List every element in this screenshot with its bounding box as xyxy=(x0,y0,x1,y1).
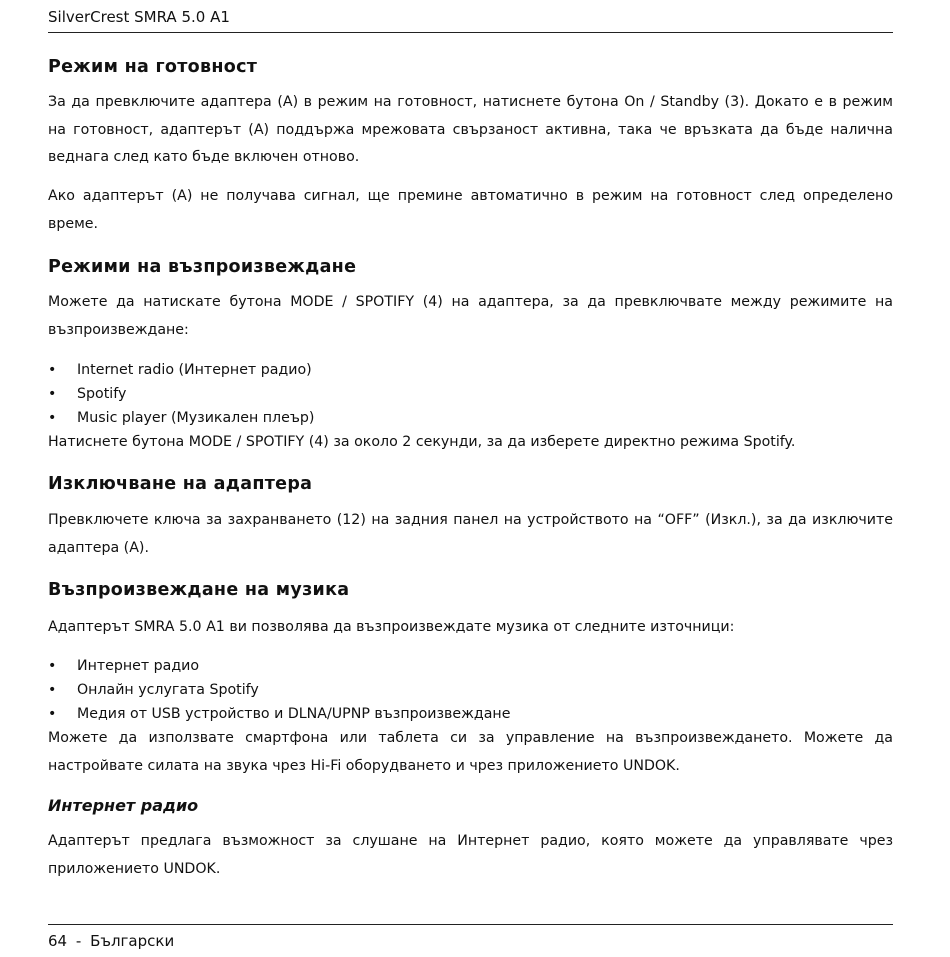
paragraph-music-playback-note: Можете да използвате смартфона или таблета си за управление на възпроизвеждането. Можете да настройвате силата на звука чрез Hi-Fi оборудването и чрез приложението UNDOK. xyxy=(48,730,893,774)
list-item-text: Интернет радио xyxy=(77,658,200,674)
list-item xyxy=(48,358,314,382)
list-item xyxy=(48,702,510,726)
list-item-text: Internet radio (Интернет радио) xyxy=(77,362,312,378)
paragraph-power-off: Превключете ключа за захранването (12) на задния панел на устройството на “OFF” (Изкл.), за да изключите адаптера (A). xyxy=(48,512,893,556)
paragraph-internet-radio: Адаптерът предлага възможност за слушане на Интернет радио, която можете да управлявате чрез приложението UNDOK. xyxy=(48,833,893,877)
list-item xyxy=(48,654,510,678)
list-music-sources xyxy=(48,654,510,726)
list-playback-modes xyxy=(48,358,314,430)
page-footer xyxy=(48,931,174,951)
section-heading-playback-modes: Режими на възпроизвеждане xyxy=(48,257,357,277)
bullet-icon: • xyxy=(48,658,57,674)
list-item-text: Spotify xyxy=(77,386,127,402)
list-item-text: Медия от USB устройство и DLNA/UPNP възпроизвеждане xyxy=(77,706,511,722)
header-divider xyxy=(48,32,893,33)
paragraph-standby-1: За да превключите адаптера (A) в режим на готовност, натиснете бутона On / Standby (3). Докато е в режим на готовност, адаптерът (A) поддържа мрежовата свързаност активна, така че връзката да бъде налична веднага след като бъде включен отново. xyxy=(48,94,893,165)
footer-separator: - xyxy=(75,932,82,950)
bullet-icon: • xyxy=(48,682,57,698)
section-heading-power-off: Изключване на адаптера xyxy=(48,474,313,494)
list-item xyxy=(48,678,510,702)
footer-language: Български xyxy=(90,932,175,950)
section-heading-music-playback: Възпроизвеждане на музика xyxy=(48,580,350,600)
paragraph-music-playback-intro: Адаптерът SMRA 5.0 A1 ви позволява да възпроизвеждате музика от следните източници: xyxy=(48,619,735,635)
paragraph-playback-modes-note: Натиснете бутона MODE / SPOTIFY (4) за около 2 секунди, за да изберете директно режима Spotify. xyxy=(48,434,796,450)
bullet-icon: • xyxy=(48,706,57,722)
bullet-icon: • xyxy=(48,386,57,402)
subsection-heading-internet-radio: Интернет радио xyxy=(48,796,199,815)
paragraph-playback-modes-intro: Можете да натискате бутона MODE / SPOTIFY (4) на адаптера, за да превключвате между режимите на възпроизвеждане: xyxy=(48,294,893,338)
bullet-icon: • xyxy=(48,362,57,378)
section-heading-standby: Режим на готовност xyxy=(48,57,258,77)
document-page xyxy=(48,0,893,957)
list-item-text: Music player (Музикален плеър) xyxy=(77,410,315,426)
footer-divider xyxy=(48,924,893,925)
list-item xyxy=(48,382,314,406)
page-header: SilverCrest SMRA 5.0 A1 xyxy=(48,8,230,26)
paragraph-standby-2: Ако адаптерът (A) не получава сигнал, ще премине автоматично в режим на готовност след определено време. xyxy=(48,188,893,232)
bullet-icon: • xyxy=(48,410,57,426)
list-item xyxy=(48,406,314,430)
list-item-text: Онлайн услугата Spotify xyxy=(77,682,259,698)
page-number: 64 xyxy=(48,932,68,950)
